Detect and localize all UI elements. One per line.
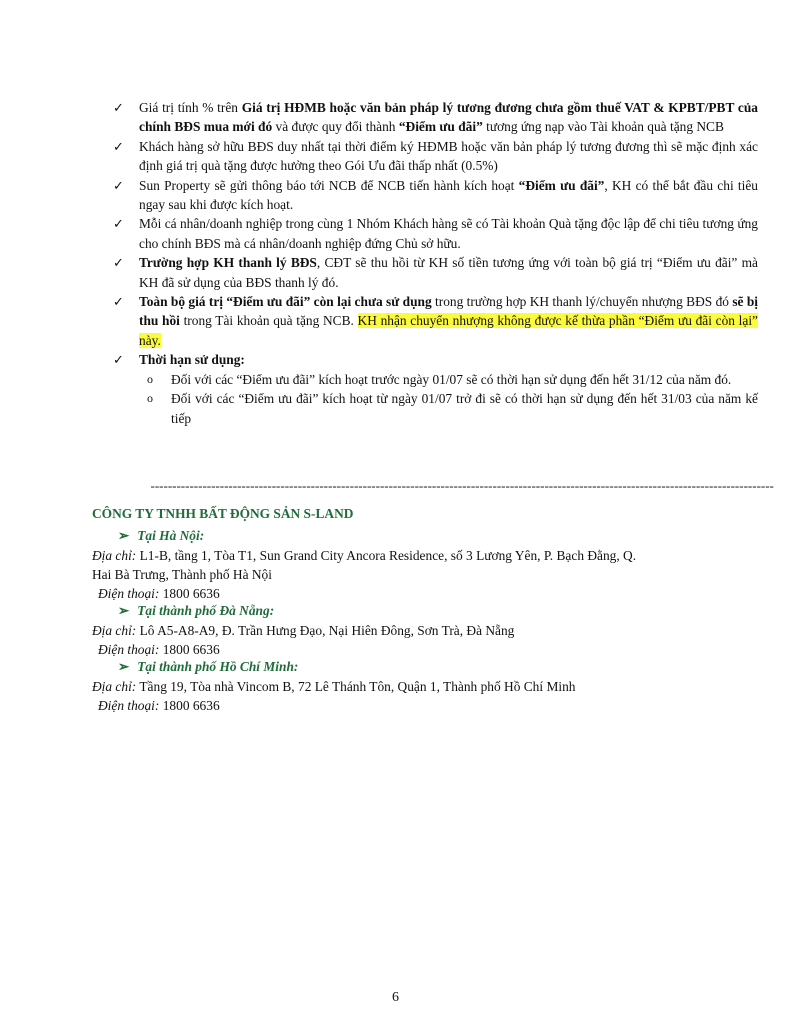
body-text: trong trường hợp KH thanh lý/chuyển nhượng BĐS đó [431, 294, 733, 310]
list-item [113, 292, 758, 350]
office-heading-hcm: ➢ Tại thành phố Hồ Chí Minh: [118, 659, 299, 674]
address-danang: Địa chỉ: Lô A5-A8-A9, Đ. Trần Hưng Đạo, Nại Hiên Đông, Sơn Trà, Đà Nẵng [92, 623, 515, 638]
body-text: và được quy đổi thành [272, 119, 399, 135]
check-icon: ✓ [113, 352, 124, 368]
arrow-icon: ➢ [118, 528, 130, 543]
address-hcm: Địa chỉ: Tầng 19, Tòa nhà Vincom B, 72 Lê Thánh Tôn, Quận 1, Thành phố Hồ Chí Minh [92, 679, 576, 694]
body-text: Mỗi cá nhân/doanh nghiệp trong cùng 1 Nhóm Khách hàng sẽ có Tài khoản Quà tặng độc lập để chi tiêu tương ứng cho chính BĐS mà cá nhân/doanh nghiệp đứng Chủ sở hữu. [139, 216, 758, 251]
phone-danang: Điện thoại: 1800 6636 [98, 642, 220, 657]
office-heading-hanoi: ➢ Tại Hà Nội: [118, 528, 205, 543]
body-text: trong Tài khoản quà tặng NCB. [179, 313, 358, 329]
bold-text: Trường hợp KH thanh lý BĐS [139, 255, 317, 271]
sub-item-text: Đối với các “Điểm ưu đãi” kích hoạt trước ngày 01/07 sẽ có thời hạn sử dụng đến hết 31/12 của năm đó. [171, 371, 732, 387]
sub-item-text: Đối với các “Điểm ưu đãi” kích hoạt từ ngày 01/07 trở đi sẽ có thời hạn sử dụng đến hết 31/03 của năm kế tiếp [171, 391, 758, 426]
body-text: Giá trị tính % trên [139, 100, 242, 115]
address-hanoi-line2: Hai Bà Trưng, Thành phố Hà Nội [92, 567, 272, 582]
list-item [113, 176, 758, 215]
bold-text: Toàn bộ giá trị “Điểm ưu đãi” còn lại chưa sử dụng [139, 294, 432, 310]
phone-hcm: Điện thoại: 1800 6636 [98, 698, 220, 713]
list-item [113, 253, 758, 292]
check-icon: ✓ [113, 294, 124, 310]
check-icon: ✓ [113, 255, 124, 271]
company-name: CÔNG TY TNHH BẤT ĐỘNG SẢN S-LAND [92, 506, 354, 521]
phone-hanoi: Điện thoại: 1800 6636 [98, 586, 220, 601]
body-text: , CĐT sẽ thu hồi từ KH số tiền tương ứng với toàn bộ giá trị “Điểm ưu đãi” mà KH đã sử dụng của BĐS thanh lý đó. [139, 255, 758, 290]
highlighted-text: KH nhận chuyển nhượng không được kế thừa phần “Điểm ưu đãi còn lại” này. [139, 313, 758, 348]
arrow-icon: ➢ [118, 603, 130, 618]
check-icon: ✓ [113, 177, 124, 193]
body-text: Khách hàng sở hữu BĐS duy nhất tại thời điểm ký HĐMB hoặc văn bản pháp lý tương đương thì sẽ mặc định xác định giá trị quà tặng được hưởng theo Gói Ưu đãi thấp nhất (0.5%) [139, 138, 758, 174]
bold-text: Thời hạn sử dụng: [139, 352, 245, 368]
list-item [113, 350, 758, 369]
bold-text: “Điểm ưu đãi” [398, 119, 483, 135]
bold-text: Giá trị HĐMB hoặc văn bản pháp lý tương đương chưa gồm thuế VAT & KPBT/PBT của chính BĐS mua mới đó [139, 100, 758, 135]
address-hanoi-line1: Địa chỉ: L1-B, tầng 1, Tòa T1, Sun Grand City Ancora Residence, số 3 Lương Yên, P. Bạch Đằng, Q. [92, 548, 637, 563]
arrow-icon: ➢ [118, 659, 130, 674]
list-item [113, 137, 758, 176]
circle-icon: o [147, 391, 153, 406]
check-icon: ✓ [113, 100, 124, 115]
sub-list-item [147, 370, 758, 389]
bold-text: sẽ bị thu hồi [139, 294, 759, 329]
page-number: 6 [392, 990, 399, 1005]
sub-list-item [147, 389, 758, 428]
separator-line: ------------------------------------------------------------------------------------------------------------------------------------------------ [150, 478, 774, 493]
circle-icon: o [147, 371, 153, 386]
bold-text: “Điểm ưu đãi” [518, 177, 605, 193]
body-text: , KH có thể bắt đầu chi tiêu ngay sau khi được kích hoạt. [139, 177, 758, 213]
check-icon: ✓ [113, 138, 124, 154]
body-text: tương ứng nạp vào Tài khoản quà tặng NCB [482, 119, 724, 135]
terms-bullet-list [113, 98, 758, 428]
list-item [113, 214, 758, 253]
body-text: Sun Property sẽ gửi thông báo tới NCB để NCB tiến hành kích hoạt [139, 177, 519, 193]
list-item [113, 98, 758, 137]
check-icon: ✓ [113, 216, 124, 232]
office-heading-danang: ➢ Tại thành phố Đà Nẵng: [118, 603, 275, 618]
